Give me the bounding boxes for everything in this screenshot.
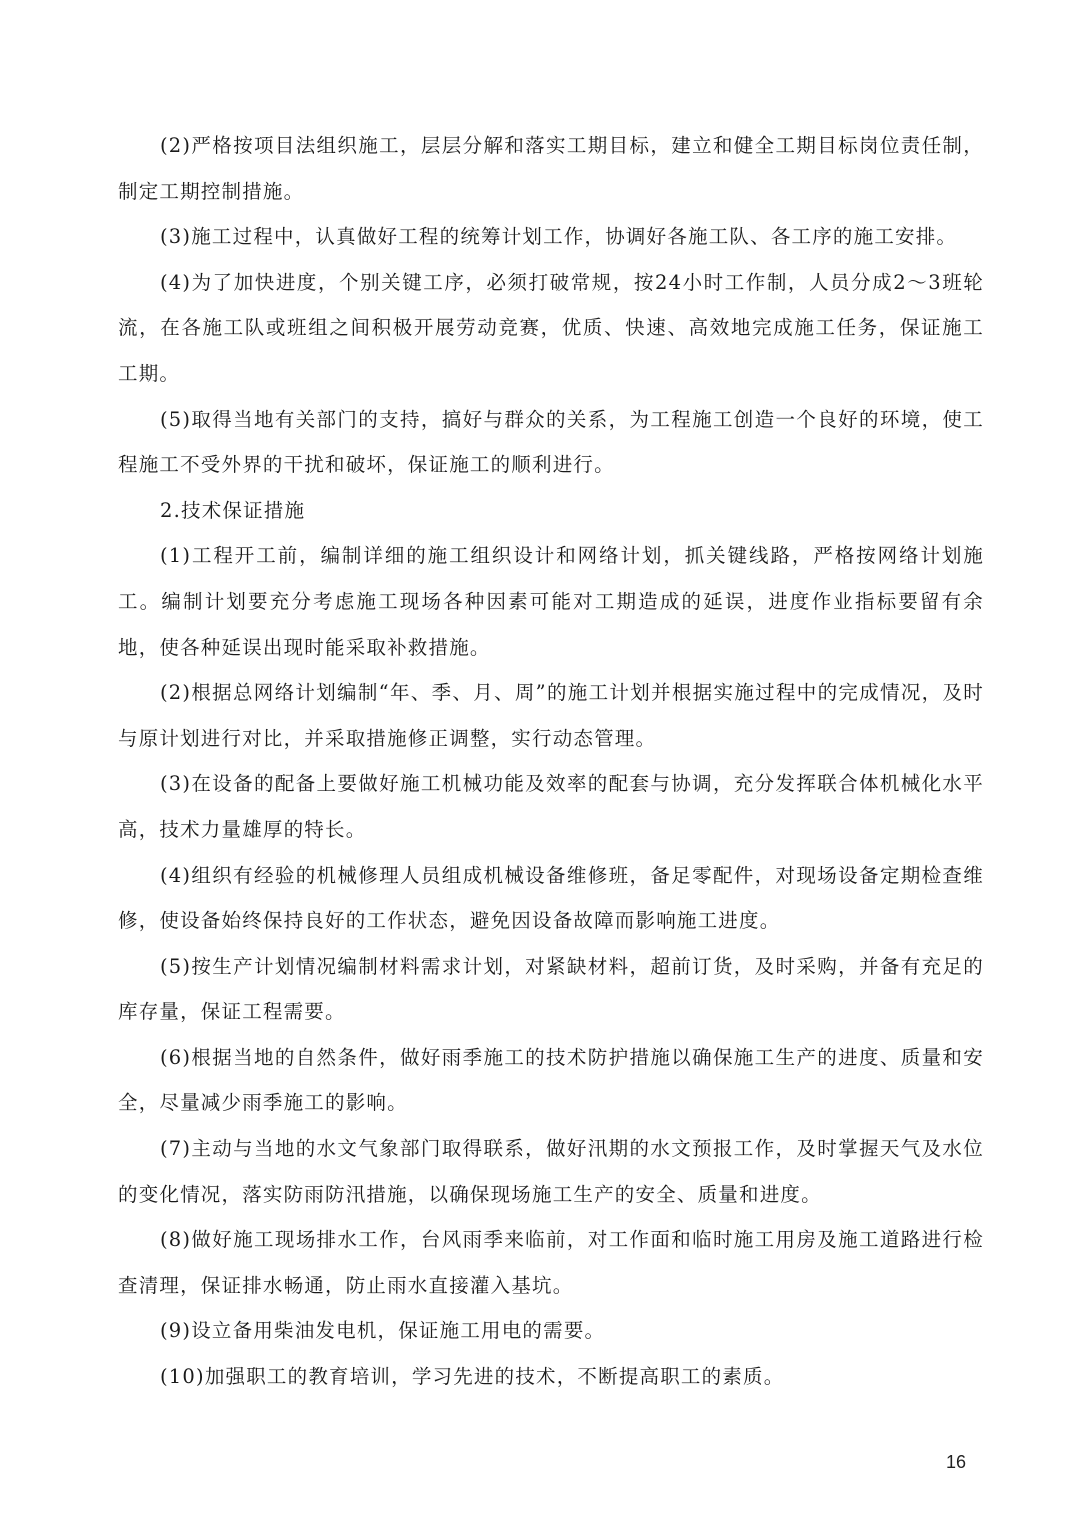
paragraph: (3)在设备的配备上要做好施工机械功能及效率的配套与协调，充分发挥联合体机械化水平高，技术力量雄厚的特长。 [118, 772, 984, 841]
paragraph: (10)加强职工的教育培训，学习先进的技术，不断提高职工的素质。 [160, 1365, 785, 1389]
paragraph: (4)组织有经验的机械修理人员组成机械设备维修班，备足零配件，对现场设备定期检查维修，使设备始终保持良好的工作状态，避免因设备故障而影响施工进度。 [118, 863, 984, 933]
paragraph: (5)取得当地有关部门的支持，搞好与群众的关系，为工程施工创造一个良好的环境，使工程施工不受外界的干扰和破坏，保证施工的顺利进行。 [118, 407, 984, 477]
paragraph: (1)工程开工前，编制详细的施工组织设计和网络计划，抓关键线路，严格按网络计划施工。编制计划要充分考虑施工现场各种因素可能对工期造成的延误，进度作业指标要留有余地，使各种延误出现时能采取补救措施。 [118, 544, 984, 659]
paragraph: (2)严格按项目法组织施工，层层分解和落实工期目标，建立和健全工期目标岗位责任制，制定工期控制措施。 [118, 134, 984, 203]
paragraph: (9)设立备用柴油发电机，保证施工用电的需要。 [160, 1319, 606, 1343]
document-body [118, 123, 984, 1400]
paragraph: (6)根据当地的自然条件，做好雨季施工的技术防护措施以确保施工生产的进度、质量和安全，尽量减少雨季施工的影响。 [118, 1045, 984, 1115]
paragraph: (3)施工过程中，认真做好工程的统筹计划工作，协调好各施工队、各工序的施工安排。 [160, 225, 958, 249]
paragraph: (7)主动与当地的水文气象部门取得联系，做好汛期的水文预报工作，及时掌握天气及水位的变化情况，落实防雨防汛措施，以确保现场施工生产的安全、质量和进度。 [118, 1137, 984, 1206]
paragraph: (5)按生产计划情况编制材料需求计划，对紧缺材料，超前订货，及时采购，并备有充足的库存量，保证工程需要。 [118, 954, 984, 1024]
paragraph: (2)根据总网络计划编制“年、季、月、周”的施工计划并根据实施过程中的完成情况，及时与原计划进行对比，并采取措施修正调整，实行动态管理。 [118, 681, 984, 750]
page-number: 16 [945, 1452, 966, 1472]
paragraph: (4)为了加快进度，个别关键工序，必须打破常规，按24小时工作制，人员分成2～3班轮流，在各施工队或班组之间积极开展劳动竞赛，优质、快速、高效地完成施工任务，保证施工工期。 [118, 270, 984, 385]
paragraph: (8)做好施工现场排水工作，台风雨季来临前，对工作面和临时施工用房及施工道路进行检查清理，保证排水畅通，防止雨水直接灌入基坑。 [118, 1228, 984, 1297]
section-heading: 2.技术保证措施 [160, 498, 306, 522]
